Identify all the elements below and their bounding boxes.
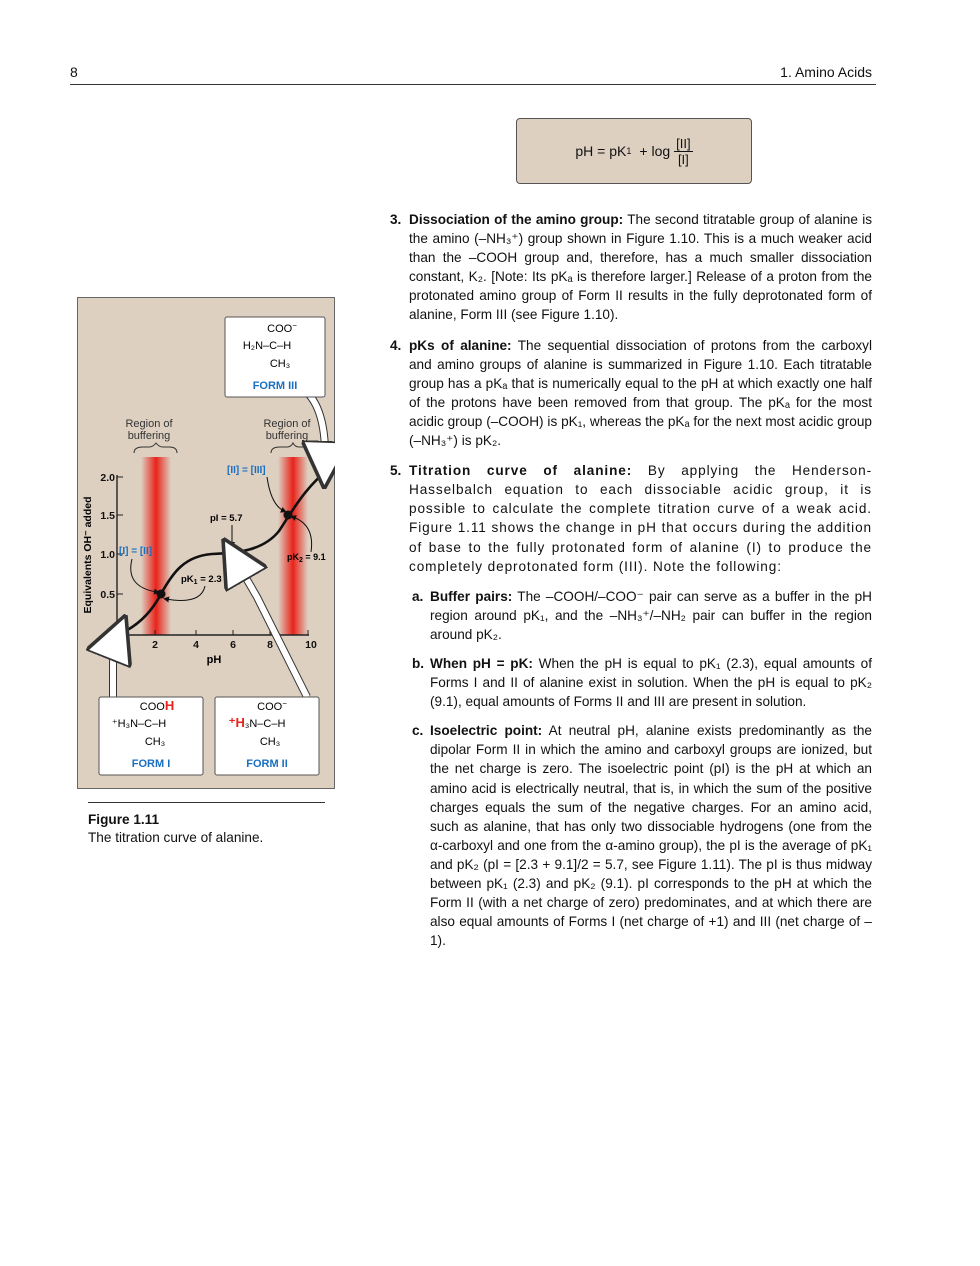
- item-3-text: The second titratable group of alanine is the amino (–NH₃⁺) group shown in Figure 1.10. This is a much weaker acid than the –COOH group and, therefore, has a much smaller dissociation constant, K₂. [Note: Its pKₐ is therefore larger.] Release of a proton from the protonated amino group of Form II results in the fully deprotonated form of alanine, Form III (see Figure 1.10).: [409, 212, 873, 323]
- body-text: [390, 210, 872, 960]
- item-5a-text: The –COOH/–COO⁻ pair can serve as a buffer in the pH region around pK₁, and the –NH₃⁺/–NH₂ pair can buffer in the region around pK₂.: [430, 588, 872, 642]
- x-axis-label: pH: [206, 654, 222, 666]
- page-header: [70, 60, 876, 85]
- annotation-pk1: $pK_1 = 2.3$: [181, 574, 222, 586]
- y-tick-label-3: 1.5: [100, 510, 115, 522]
- annotation-eq-1-2: [I] = [II]: [119, 546, 153, 557]
- item-5c-letter: c.: [412, 723, 424, 739]
- item-5a-letter: a.: [412, 588, 424, 604]
- form2-box: [215, 697, 319, 775]
- form2-line2: ⁺H₃N–C–H: [228, 715, 286, 730]
- y-tick-label-4: 2.0: [100, 472, 115, 484]
- y-tick-label-0: 0: [109, 630, 115, 642]
- running-head: 1. Amino Acids: [780, 64, 872, 80]
- figure-caption-text: The titration curve of alanine.: [88, 830, 264, 845]
- item-5c-title: Isoelectric point:: [430, 723, 543, 739]
- item-4-text: The sequential dissociation of protons from the carboxyl and amino groups of alanine is summarized in Figure 1.10. Each titratable group has a pKₐ that is numerically equal to the pH at which exactly one half of the protons have been removed from that group. The pKₐ for the most acidic group (–COOH) is pK₁, whereas the pKₐ for the next most acidic group (–NH₃⁺) is pK₂.: [409, 337, 872, 449]
- item-3: [390, 210, 872, 325]
- form2-line1: COO−: [257, 699, 287, 713]
- annotation-pi: pI = 5.7: [210, 513, 243, 524]
- form3-label: FORM III: [252, 380, 298, 392]
- equation-numerator: [II]: [676, 135, 691, 151]
- item-5-number: 5.: [390, 463, 402, 479]
- item-5c-text: At neutral pH, alanine exists predominantly as the dipolar Form II in which the amino and carboxyl groups are ionized, but the net charge is zero. The isoelectric point (pI) is the pH at which an amino acid is electrically neutral, that is, in which the sum of the positive charges equals the sum of the negative charges. For an amino acid, such as alanine, that has only two dissociable hydrogens (one from the α-carboxyl and one from the α-amino group), the pI is the average of pK₁ and pK₂ (pI = [2.3 + 9.1]/2 = 5.7, see Figure 1.11). The pI is thus midway between pK₁ (2.3) and pK₂ (9.1). pI corresponds to the pH at which the Form II (with a net charge of zero) predominates, and at which there are also equal amounts of Forms I (net charge of +1) and III (net charge of –1).: [430, 723, 872, 949]
- form1-label: FORM I: [131, 758, 171, 770]
- equation-lhs: pH = pK: [575, 143, 627, 159]
- henderson-hasselbalch-equation: pH = pK 1 + log $\frac{[II]}{[I]}$: [516, 118, 752, 184]
- x-tick-label-10: 10: [305, 639, 317, 651]
- page-number: 8: [70, 64, 78, 80]
- item-5a-title: Buffer pairs:: [430, 588, 513, 604]
- item-5b-letter: b.: [412, 655, 425, 671]
- region-left-line1: Region of: [125, 418, 173, 430]
- region-right-line2: buffering: [265, 430, 309, 442]
- form3-line1: COO−: [267, 321, 297, 335]
- x-tick-label-8: 8: [267, 639, 273, 651]
- form1-box: [99, 697, 203, 775]
- y-tick-label-1: 0.5: [100, 589, 115, 601]
- item-5c: [390, 721, 872, 950]
- equation-denominator: [I]: [677, 151, 689, 167]
- form2-label: FORM II: [246, 758, 288, 770]
- equation-fraction: [674, 136, 692, 167]
- region-right-line1: Region of: [263, 418, 311, 430]
- x-tick-label-6: 6: [230, 639, 236, 651]
- form3-line2: H₂N–C–H: [242, 340, 292, 352]
- item-5-title: Titration curve of alanine:: [409, 463, 633, 479]
- titration-figure: [77, 297, 335, 789]
- equation-plus-log: + log: [639, 143, 671, 159]
- item-5b-text: When the pH is equal to pK₁ (2.3), equal amounts of Forms I and II of alanine exist in solution. When the pH is equal to pK₂ (9.1), equal amounts of Forms II and III are present in solution.: [430, 655, 872, 710]
- annotation-pk2: $pK_2 = 9.1$: [287, 552, 326, 564]
- annotation-eq-2-3: [II] = [III]: [227, 465, 266, 476]
- point-pk2: [284, 511, 293, 520]
- item-5a: [390, 587, 872, 644]
- item-5b: [390, 654, 872, 711]
- form1-line3: CH₃: [144, 736, 166, 748]
- form2-line3: CH₃: [259, 736, 281, 748]
- item-4: [390, 336, 872, 451]
- figure-caption: [88, 802, 325, 847]
- item-5-text: By applying the Henderson-Hasselbalch equation to each dissociable acidic group, it is possible to calculate the complete titration curve of a weak acid. Figure 1.11 shows the change in pH that occurs during the addition of base to the fully protonated form of alanine (I) to produce the completely deprotonated form (III). Note the following:: [409, 463, 872, 574]
- item-3-title: Dissociation of the amino group:: [409, 212, 624, 227]
- point-pk1: [157, 590, 166, 599]
- figure-caption-label: Figure 1.11: [88, 812, 160, 827]
- x-tick-label-2: 2: [152, 639, 158, 651]
- region-left-line2: buffering: [127, 430, 171, 442]
- y-axis-label: Equivalents OH⁻ added: [82, 496, 94, 614]
- buffer-band-pk2: [278, 457, 308, 635]
- form1-line1: COOH: [139, 698, 175, 713]
- x-tick-label-4: 4: [193, 639, 199, 651]
- form3-box: [225, 317, 325, 397]
- item-4-number: 4.: [390, 337, 402, 353]
- y-tick-label-2: 1.0: [100, 549, 115, 561]
- item-5b-title: When pH = pK:: [430, 655, 533, 671]
- item-4-title: pKs of alanine:: [409, 337, 512, 353]
- item-3-number: 3.: [390, 212, 402, 227]
- item-5: [390, 461, 872, 576]
- form1-line2: ⁺H₃N–C–H: [111, 718, 167, 730]
- form3-line3: CH₃: [269, 358, 291, 370]
